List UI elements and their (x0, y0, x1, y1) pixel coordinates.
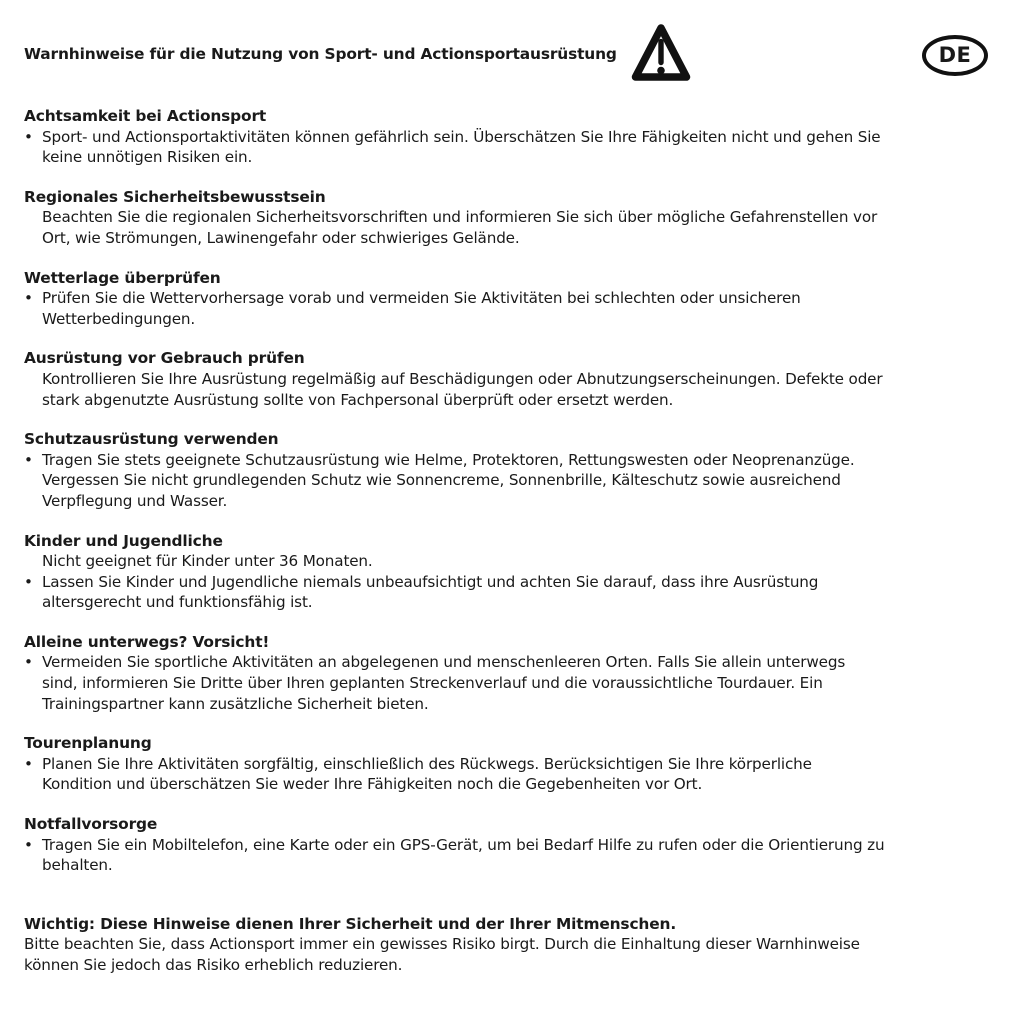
section-heading: Achtsamkeit bei Actionsport (24, 107, 267, 125)
indent-spacer (24, 369, 42, 410)
section-kinder-jugendliche (24, 531, 1006, 613)
section-heading: Wetterlage überprüfen (24, 268, 221, 287)
text-line: stark abgenutzte Ausrüstung sollte von Fachpersonal überprüft oder ersetzt werden. (42, 390, 674, 409)
section-heading: Kinder und Jugendliche (24, 531, 223, 550)
section-heading: Regionales Sicherheitsbewusstsein (24, 187, 326, 206)
text-line: Sport- und Actionsportaktivitäten können gefährlich sein. Überschätzen Sie Ihre Fähigkeiten nicht und gehen Sie (42, 127, 881, 146)
text-line: Planen Sie Ihre Aktivitäten sorgfältig, einschließlich des Rückwegs. Berücksichtigen Sie Ihre körperliche (42, 754, 812, 773)
section-heading: Notfallvorsorge (24, 815, 158, 834)
bullet-marker: • (24, 127, 33, 146)
text-line: keine unnötigen Risiken ein. (42, 148, 253, 167)
paragraph-text (42, 127, 1006, 168)
paragraph-text (42, 551, 1006, 572)
text-line: Trainingspartner kann zusätzliche Sicherheit bieten. (42, 694, 429, 713)
footer-note (24, 914, 1006, 976)
section-regionales-sicherheitsbewusstsein (24, 187, 1006, 249)
section-notfallvorsorge (24, 814, 1006, 876)
paragraph (24, 450, 1006, 512)
text-line: Ort, wie Strömungen, Lawinengefahr oder schwieriges Gelände. (42, 228, 520, 247)
section-schutzausruestung (24, 429, 1006, 511)
text-line: Kontrollieren Sie Ihre Ausrüstung regelmäßig auf Beschädigungen oder Abnutzungserscheinungen. Defekte oder (42, 369, 883, 388)
section-ausruestung-pruefen (24, 348, 1006, 410)
bullet-marker: • (24, 289, 33, 308)
footer-important-line: Wichtig: Diese Hinweise dienen Ihrer Sicherheit und der Ihrer Mitmenschen. (24, 914, 677, 933)
section-heading: Schutzausrüstung verwenden (24, 430, 279, 449)
paragraph (24, 127, 1006, 168)
paragraph-text (42, 369, 1006, 410)
paragraph (24, 551, 1006, 572)
paragraph-text (42, 207, 1006, 248)
language-badge-label: DE (938, 43, 972, 68)
text-line: Tragen Sie ein Mobiltelefon, eine Karte oder ein GPS-Gerät, um bei Bedarf Hilfe zu rufen oder die Orientierung zu (42, 835, 885, 854)
warning-triangle-icon (631, 22, 691, 84)
paragraph (24, 754, 1006, 795)
section-heading: Tourenplanung (24, 734, 152, 753)
section-heading: Alleine unterwegs? Vorsicht! (24, 632, 270, 651)
document-header (24, 0, 1006, 84)
paragraph (24, 572, 1006, 613)
sections-list (24, 106, 1006, 976)
section-alleine-unterwegs (24, 632, 1006, 714)
text-line: behalten. (42, 856, 113, 875)
paragraph-text (42, 652, 1006, 714)
text-line: Nicht geeignet für Kinder unter 36 Monaten. (42, 552, 373, 571)
paragraph-text (42, 572, 1006, 613)
text-line: Kondition und überschätzen Sie weder Ihre Fähigkeiten noch die Gegebenheiten vor Ort. (42, 775, 703, 794)
paragraph-text (42, 835, 1006, 876)
text-line: Prüfen Sie die Wettervorhersage vorab und vermeiden Sie Aktivitäten bei schlechten oder unsicheren (42, 289, 801, 308)
text-line: Lassen Sie Kinder und Jugendliche niemals unbeaufsichtigt und achten Sie darauf, dass ihre Ausrüstung (42, 572, 819, 591)
text-line: Vermeiden Sie sportliche Aktivitäten an abgelegenen und menschenleeren Orten. Falls Sie allein unterwegs (42, 653, 846, 672)
text-line: Wetterbedingungen. (42, 309, 196, 328)
paragraph-text (42, 450, 1006, 512)
bullet-marker: • (24, 653, 33, 672)
section-achtsamkeit (24, 106, 1006, 168)
paragraph (24, 207, 1006, 248)
bullet-marker: • (24, 835, 33, 854)
paragraph-text (42, 288, 1006, 329)
text-line: sind, informieren Sie Dritte über Ihren geplanten Streckenverlauf und die voraussichtliche Tourdauer. Ein (42, 674, 823, 693)
section-wetterlage (24, 268, 1006, 330)
bullet-marker: • (24, 450, 33, 469)
paragraph (24, 288, 1006, 329)
text-line: Bitte beachten Sie, dass Actionsport immer ein gewisses Risiko birgt. Durch die Einhaltung dieser Warnhinweise (24, 935, 860, 954)
paragraph (24, 835, 1006, 876)
text-line: Beachten Sie die regionalen Sicherheitsvorschriften und informieren Sie sich über mögliche Gefahrenstellen vor (42, 208, 878, 227)
text-line: Verpflegung und Wasser. (42, 491, 228, 510)
indent-spacer (24, 551, 42, 572)
bullet-marker: • (24, 572, 33, 591)
page-title: Warnhinweise für die Nutzung von Sport- und Actionsportausrüstung (24, 45, 617, 63)
paragraph-text (42, 754, 1006, 795)
paragraph (24, 652, 1006, 714)
section-heading: Ausrüstung vor Gebrauch prüfen (24, 349, 305, 368)
text-line: Vergessen Sie nicht grundlegenden Schutz wie Sonnencreme, Sonnenbrille, Kälteschutz sowie ausreichend (42, 471, 841, 490)
indent-spacer (24, 207, 42, 248)
section-tourenplanung (24, 733, 1006, 795)
text-line: altersgerecht und funktionsfähig ist. (42, 593, 313, 612)
bullet-marker: • (24, 754, 33, 773)
text-line: können Sie jedoch das Risiko erheblich reduzieren. (24, 956, 403, 974)
language-badge (922, 35, 988, 76)
text-line: Tragen Sie stets geeignete Schutzausrüstung wie Helme, Protektoren, Rettungswesten oder Neoprenanzüge. (42, 450, 855, 469)
paragraph (24, 369, 1006, 410)
